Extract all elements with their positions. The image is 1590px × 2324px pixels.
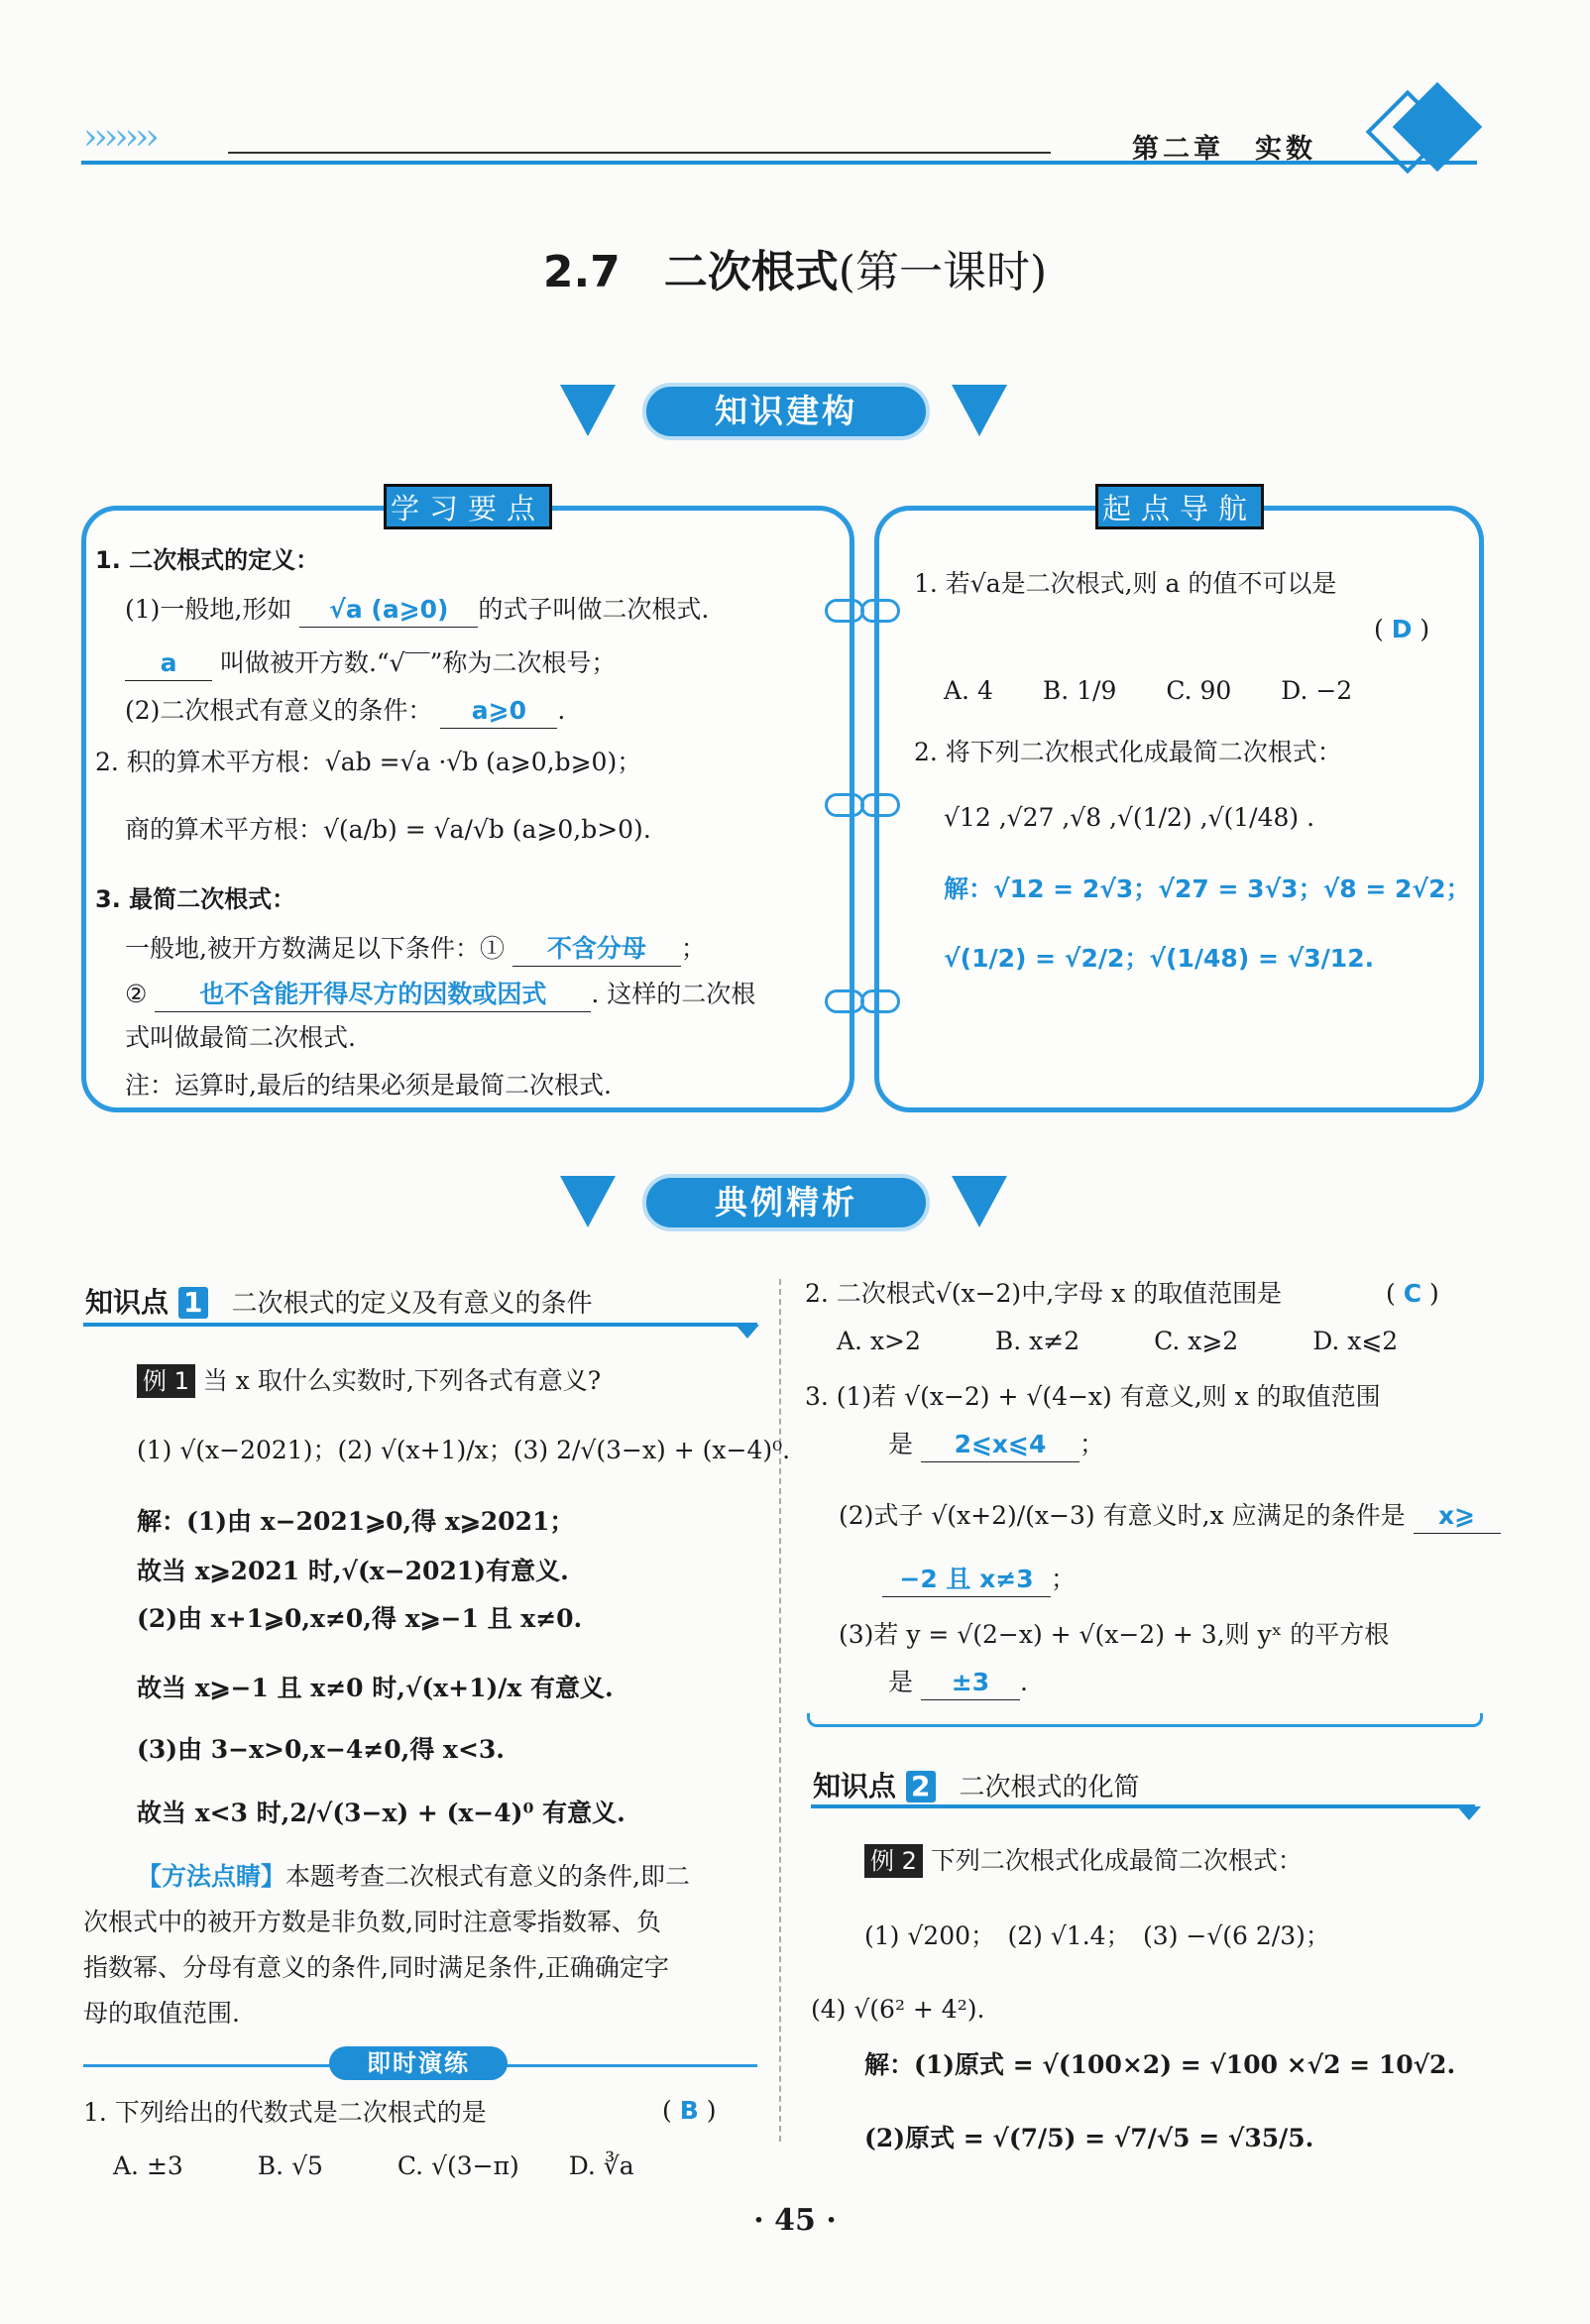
kp1-number: 1: [178, 1287, 208, 1319]
ex1-question: [137, 1364, 601, 1398]
study-points-tab: 学习要点: [384, 484, 552, 529]
banner-right-arrow-icon: [952, 385, 1007, 436]
rc-q3-part2: [839, 1499, 1501, 1534]
ex1-tag: 例 1: [137, 1364, 195, 1398]
rc-q3-part3: (3)若 y = √(2−x) + √(x−2) + 3,则 yˣ 的平方根: [839, 1620, 1390, 1649]
fill-blank: x⩾: [1414, 1499, 1501, 1534]
ex2-sol-1: 解：(1)原式 = √(100×2) = √100 ×√2 = 10√2.: [864, 2050, 1456, 2079]
fill-blank: ±3: [921, 1666, 1020, 1700]
answer-value: D: [1391, 615, 1413, 643]
banner-left-arrow-icon: [560, 385, 616, 436]
rc-q3-part2-text: (2)式子 √(x+2)/(x−3) 有意义时,x 应满足的条件是: [839, 1501, 1406, 1530]
fill-blank: √a (a⩾0): [299, 593, 478, 628]
simplest-line-1-tail: ；: [680, 934, 706, 963]
rc-q3-part3-answer: 是 ±3 .: [888, 1666, 1028, 1700]
rc-q2: 2. 二次根式√(x−2)中,字母 x 的取值范围是: [805, 1279, 1283, 1308]
kp1-header: [85, 1281, 593, 1321]
ex2-question-text: 下列二次根式化成最简二次根式：: [930, 1846, 1303, 1875]
fill-blank: −2 且 x≠3: [882, 1563, 1051, 1597]
kp1-title: 二次根式的定义及有意义的条件: [231, 1289, 593, 1319]
method-line-2: 次根式中的被开方数是非负数,同时注意零指数幂、负: [83, 1908, 661, 1936]
method-text-1: 本题考查二次根式有意义的条件,即二: [285, 1862, 690, 1891]
banner-left-arrow-icon: [560, 1176, 616, 1227]
practice-q1: 1. 下列给出的代数式是二次根式的是: [83, 2098, 487, 2127]
ex2-tag: 例 2: [864, 1844, 923, 1878]
kp1-corner-icon: [736, 1325, 759, 1338]
def-heading: 1. 二次根式的定义：: [95, 546, 320, 574]
kp2-label: 知识点: [813, 1770, 897, 1802]
method-label: 【方法点睛】: [137, 1862, 286, 1891]
page-number: · 45 ·: [753, 2203, 837, 2238]
rc-q3-part1: 3. (1)若 √(x−2) + √(4−x) 有意义,则 x 的取值范围: [805, 1382, 1381, 1411]
column-divider: [779, 1279, 781, 2142]
kp2-corner-icon: [1457, 1806, 1481, 1820]
nav-q1-options: A. 4 B. 1/9 C. 90 D. −2: [944, 676, 1353, 705]
title-sub: (第一课时): [838, 247, 1048, 297]
kp2-number: 2: [906, 1771, 936, 1802]
simplest-heading: 3. 最简二次根式：: [95, 885, 296, 913]
ex1-sol-6: 故当 x<3 时,2/√(3−x) + (x−4)⁰ 有意义.: [137, 1799, 625, 1827]
def-line-3: [125, 694, 565, 729]
start-nav-tab: 起点导航: [1095, 484, 1264, 529]
ex1-items: (1) √(x−2021)；(2) √(x+1)/x；(3) 2/√(3−x) + (x−4)⁰.: [137, 1436, 791, 1464]
header-chevrons: ›››››››: [83, 117, 156, 158]
fill-blank: 2⩽x⩽4: [921, 1428, 1079, 1462]
simplest-line-2-tail: . 这样的二次根: [591, 980, 756, 1008]
ex1-question-text: 当 x 取什么实数时,下列各式有意义?: [202, 1366, 602, 1395]
kp2-header: [813, 1765, 1140, 1804]
ex1-sol-3: (2)由 x+1⩾0,x≠0,得 x⩾−1 且 x≠0.: [137, 1604, 583, 1633]
def-line-1: [125, 593, 709, 628]
binder-ring: [825, 989, 864, 1013]
def-line-1-tail: 的式子叫做二次根式.: [478, 595, 710, 624]
practice-badge: 即时演练: [329, 2046, 508, 2080]
banner-examples: 典例精析: [642, 1174, 930, 1231]
method-line-3: 指数幂、分母有意义的条件,同时满足条件,正确确定字: [83, 1953, 669, 1982]
rc-q2-options: A. x>2 B. x≠2 C. x⩾2 D. x⩽2: [837, 1327, 1399, 1355]
chapter-label: 第二章 实数: [1132, 134, 1316, 165]
answer-value: C: [1403, 1279, 1422, 1308]
binder-ring: [825, 793, 864, 817]
ex2-items: (1) √200； (2) √1.4； (3) −√(6 2/3)；: [864, 1921, 1330, 1950]
simplest-line-2: [125, 978, 755, 1012]
ex1-sol-5: (3)由 3−x>0,x−4≠0,得 x<3.: [137, 1735, 505, 1764]
rc-q2-answer: ( C ): [1386, 1279, 1439, 1308]
header-thin-rule: [228, 152, 1051, 154]
nav-q2-solution-2: √(1/2) = √2/2；√(1/48) = √3/12.: [944, 944, 1375, 973]
fill-blank: a: [125, 646, 212, 681]
ex1-sol-4: 故当 x⩾−1 且 x≠0 时,√(x+1)/x 有意义.: [137, 1674, 614, 1702]
title-main: 2.7 二次根式: [542, 247, 839, 297]
fill-blank: 不含分母: [512, 932, 681, 967]
rc-q3-part2-cont: −2 且 x≠3 ；: [882, 1563, 1076, 1597]
ex2-sol-2: (2)原式 = √(7/5) = √7/√5 = √35/5.: [864, 2124, 1314, 2152]
def-line-3-tail: .: [557, 696, 566, 725]
fill-blank: a⩾0: [440, 694, 557, 729]
simplest-line-3: 式叫做最简二次根式.: [125, 1023, 356, 1052]
note-line: 注：运算时,最后的结果必须是最简二次根式.: [125, 1071, 612, 1100]
rc-q3-part1-shi: 是: [888, 1430, 914, 1458]
banner-right-arrow-icon: [952, 1176, 1007, 1227]
nav-q2: 2. 将下列二次根式化成最简二次根式：: [914, 738, 1342, 766]
rc-q3-part3-shi: 是: [888, 1668, 914, 1696]
rc-section-bracket: [807, 1713, 1483, 1727]
ex1-sol-2: 故当 x⩾2021 时,√(x−2021)有意义.: [137, 1557, 569, 1585]
page-title: [0, 236, 1590, 299]
kp1-label: 知识点: [85, 1286, 170, 1319]
simplest-line-2-text: ②: [125, 980, 148, 1008]
fill-blank: 也不含能开得尽方的因数或因式: [155, 978, 591, 1012]
binder-ring: [860, 599, 900, 623]
product-rule: 2. 积的算术平方根：√ab =√a ·√b (a⩾0,b⩾0)；: [95, 748, 642, 776]
binder-ring: [825, 599, 864, 623]
binder-ring: [860, 793, 900, 817]
kp2-title: 二次根式的化简: [959, 1773, 1140, 1802]
banner-knowledge-build: 知识建构: [642, 383, 930, 440]
def-line-1-text: (1)一般地,形如: [125, 595, 292, 624]
simplest-line-1-text: 一般地,被开方数满足以下条件：①: [125, 934, 505, 963]
practice-q1-options: A. ±3 B. √5 C. √(3−π) D. ∛a: [113, 2151, 634, 2180]
def-line-2-text: 叫做被开方数.“√‾‾”称为二次根号；: [219, 648, 617, 677]
practice-q1-answer: ( B ): [662, 2096, 717, 2125]
nav-q2-solution-1: 解：√12 = 2√3；√27 = 3√3；√8 = 2√2；: [944, 874, 1471, 903]
rc-q3-part1-answer: 是 2⩽x⩽4 ；: [888, 1428, 1104, 1462]
method-line-4: 母的取值范围.: [83, 1999, 240, 2028]
simplest-line-1: [125, 932, 706, 967]
nav-q1-answer: ( D ): [1374, 615, 1430, 643]
ex2-item4: (4) √(6² + 4²).: [811, 1995, 985, 2024]
ex2-question: [864, 1844, 1303, 1878]
kp2-rule: [811, 1804, 1475, 1808]
binder-ring: [860, 989, 900, 1013]
nav-q2-list: √12 ,√27 ,√8 ,√(1/2) ,√(1/48) .: [944, 803, 1315, 832]
method-line-1: [137, 1860, 690, 1894]
ex1-sol-1: 解：(1)由 x−2021⩾0,得 x⩾2021；: [137, 1507, 575, 1536]
nav-q1: 1. 若√a是二次根式,则 a 的值不可以是: [914, 569, 1337, 598]
answer-value: B: [679, 2096, 699, 2125]
def-line-3-text: (2)二次根式有意义的条件：: [125, 696, 433, 725]
def-line-2: [125, 646, 616, 681]
kp1-rule: [83, 1323, 757, 1327]
quotient-rule: 商的算术平方根：√(a/b) = √a/√b (a⩾0,b>0).: [125, 815, 651, 844]
